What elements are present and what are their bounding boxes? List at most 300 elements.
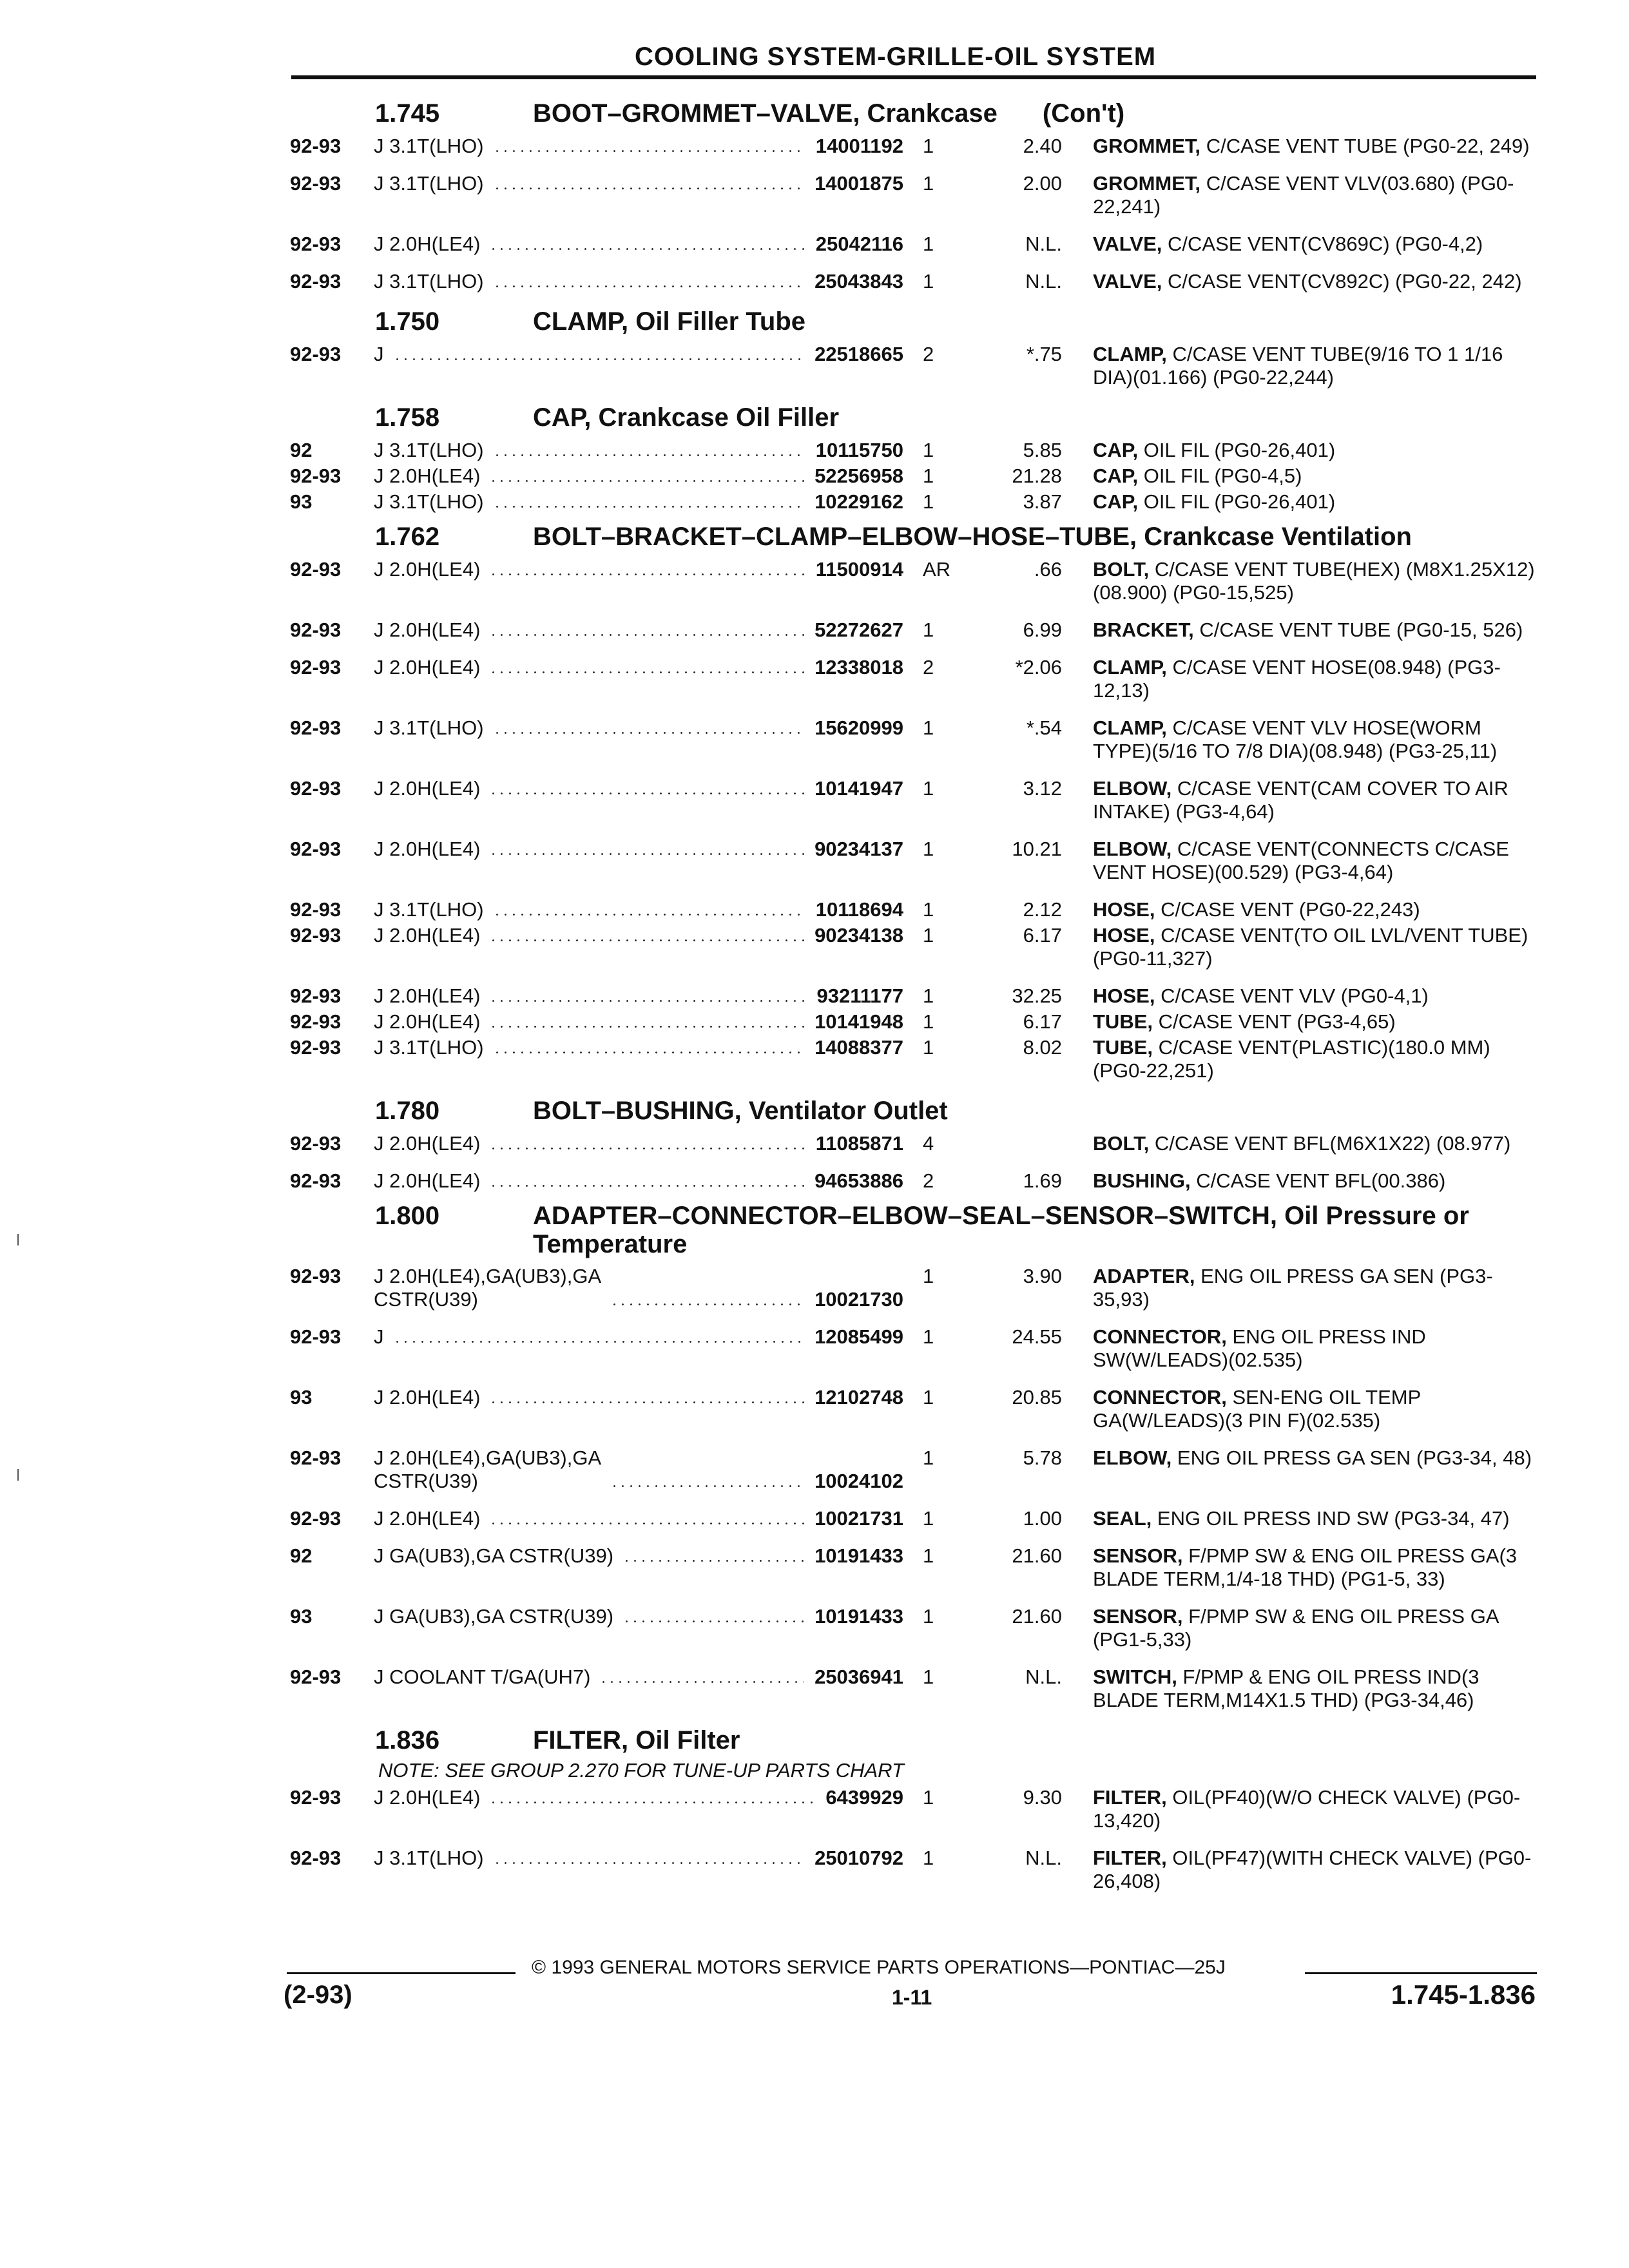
application-cell	[374, 233, 903, 256]
description-detail: ENG OIL PRESS GA SEN (PG3-34, 48)	[1177, 1446, 1532, 1469]
description	[1062, 985, 1537, 1008]
quantity: 1	[923, 777, 934, 800]
model-year: 93	[290, 1386, 313, 1408]
price: 32.25	[1012, 985, 1062, 1007]
part-row	[290, 1507, 1537, 1530]
price: 6.17	[1023, 1010, 1062, 1033]
quantity: 1	[923, 1605, 934, 1628]
description-name: SENSOR,	[1093, 1544, 1183, 1567]
description-name: FILTER,	[1093, 1786, 1167, 1809]
part-number: 10141947	[815, 777, 903, 800]
description-detail: OIL(PF40)(W/O CHECK VALVE) (PG0-13,420)	[1093, 1786, 1521, 1832]
part-row	[290, 985, 1537, 1008]
model-year: 92-93	[290, 1169, 342, 1192]
description-detail: C/CASE VENT(TO OIL LVL/VENT TUBE) (PG0-11,327)	[1093, 924, 1528, 970]
application: J GA(UB3),GA CSTR(U39)	[374, 1605, 614, 1628]
application: J 3.1T(LHO)	[374, 135, 484, 157]
description-detail: C/CASE VENT (PG0-22,243)	[1161, 898, 1420, 921]
section-header	[290, 1097, 1537, 1126]
section-title-text: CAP, Crankcase Oil Filler	[533, 403, 840, 432]
quantity: 1	[923, 1386, 934, 1408]
model-year: 92-93	[290, 898, 342, 921]
description-name: CLAMP,	[1093, 343, 1167, 365]
dot-leader	[489, 634, 804, 636]
description	[1062, 924, 1537, 970]
footer-rule-left	[287, 1972, 516, 1974]
model-year: 92	[290, 439, 313, 461]
application-cell	[374, 558, 903, 581]
price: 3.12	[1023, 777, 1062, 800]
application: J 3.1T(LHO)	[374, 439, 484, 461]
application: J 2.0H(LE4)	[374, 619, 481, 641]
part-number: 6439929	[825, 1786, 903, 1809]
dot-leader	[489, 853, 804, 855]
application-cell	[374, 898, 903, 921]
description-detail: C/CASE VENT TUBE (PG0-22, 249)	[1206, 135, 1530, 157]
price: N.L.	[1025, 233, 1062, 255]
application: J 2.0H(LE4)	[374, 558, 481, 581]
description-name: SENSOR,	[1093, 1605, 1183, 1628]
quantity: 1	[923, 898, 934, 921]
part-number: 25010792	[815, 1847, 903, 1869]
dot-leader	[489, 1000, 806, 1002]
description-name: TUBE,	[1093, 1010, 1153, 1033]
description-detail: F/PMP SW & ENG OIL PRESS GA(3 BLADE TERM,1/4-18 THD) (PG1-5, 33)	[1093, 1544, 1518, 1590]
description	[1062, 1544, 1537, 1591]
section-number: 1.800	[375, 1202, 440, 1230]
dot-leader	[610, 1303, 804, 1305]
part-number: 10021731	[815, 1507, 903, 1530]
model-year: 92-93	[290, 716, 342, 739]
title-rule	[291, 75, 1536, 79]
application-cell	[374, 465, 903, 488]
quantity: 1	[923, 1507, 934, 1530]
price: *.75	[1026, 343, 1062, 365]
price: 20.85	[1012, 1386, 1062, 1408]
description-detail: OIL(PF47)(WITH CHECK VALVE) (PG0-26,408)	[1093, 1847, 1532, 1892]
dot-leader	[489, 1148, 805, 1149]
quantity: 1	[923, 716, 934, 739]
description-name: ELBOW,	[1093, 1446, 1172, 1469]
dot-leader	[599, 1681, 804, 1683]
section-header	[290, 1726, 1537, 1755]
description	[1062, 1265, 1537, 1311]
price: 10.21	[1012, 838, 1062, 860]
description-detail: C/CASE VENT(CV892C) (PG0-22, 242)	[1168, 270, 1522, 293]
description-name: TUBE,	[1093, 1036, 1153, 1059]
description	[1062, 716, 1537, 763]
part-number: 14001192	[815, 135, 903, 157]
part-number: 11085871	[815, 1132, 903, 1155]
part-row	[290, 1265, 1537, 1311]
model-year: 93	[290, 1605, 313, 1628]
quantity: 1	[923, 1786, 934, 1809]
model-year: 92-93	[290, 924, 342, 947]
application-cell	[374, 1036, 903, 1059]
model-year: 92-93	[290, 777, 342, 800]
application-cell	[374, 1847, 903, 1870]
parts-catalog	[290, 90, 1537, 1907]
dot-leader	[493, 506, 805, 508]
application: J 3.1T(LHO)	[374, 270, 484, 293]
model-year: 92-93	[290, 135, 342, 157]
quantity: 2	[923, 343, 934, 365]
quantity: 1	[923, 1325, 934, 1348]
application-cell	[374, 1132, 903, 1155]
quantity: 4	[923, 1132, 934, 1155]
part-row	[290, 924, 1537, 970]
description	[1062, 439, 1537, 462]
description-name: FILTER,	[1093, 1847, 1167, 1869]
scan-artifact-mark	[17, 1469, 19, 1481]
model-year: 92-93	[290, 1786, 342, 1809]
price: 1.69	[1023, 1169, 1062, 1192]
section-title	[533, 1097, 1537, 1125]
application-cell	[374, 1544, 903, 1568]
price: 2.12	[1023, 898, 1062, 921]
dot-leader	[489, 939, 804, 941]
model-year: 92-93	[290, 1132, 342, 1155]
part-row	[290, 135, 1537, 158]
price: 24.55	[1012, 1325, 1062, 1348]
application: J 3.1T(LHO)	[374, 490, 484, 513]
description-name: HOSE,	[1093, 985, 1155, 1007]
application-cell	[374, 1507, 903, 1530]
application-cell	[374, 716, 903, 740]
part-row	[290, 1036, 1537, 1082]
quantity: 1	[923, 985, 934, 1007]
part-number: 22518665	[815, 343, 903, 365]
dot-leader	[489, 1401, 804, 1403]
part-number: 94653886	[815, 1169, 903, 1192]
quantity: AR	[923, 558, 951, 581]
section-header	[290, 1202, 1537, 1258]
application-cell	[374, 777, 903, 800]
price: 21.28	[1012, 465, 1062, 487]
description-name: BUSHING,	[1093, 1169, 1191, 1192]
description-name: GROMMET,	[1093, 172, 1201, 195]
application: J 2.0H(LE4)	[374, 465, 481, 487]
dot-leader	[489, 573, 805, 575]
application: J 2.0H(LE4)	[374, 838, 481, 860]
description	[1062, 172, 1537, 218]
section-number: 1.836	[375, 1726, 440, 1754]
part-number: 90234138	[815, 924, 903, 947]
quantity: 2	[923, 1169, 934, 1192]
dot-leader	[493, 732, 805, 734]
footer-date-code: (2-93)	[284, 1981, 352, 2009]
description	[1062, 558, 1537, 604]
description-name: ELBOW,	[1093, 777, 1172, 800]
part-row	[290, 1605, 1537, 1651]
application-cell	[374, 270, 903, 293]
application-cell	[374, 1786, 903, 1809]
application: J	[374, 1325, 384, 1348]
dot-leader	[393, 358, 805, 360]
part-number: 12102748	[815, 1386, 903, 1408]
model-year: 92-93	[290, 1265, 342, 1287]
part-number: 10024102	[815, 1470, 903, 1492]
description-detail: C/CASE VENT(CONNECTS C/CASE VENT HOSE)(00.529) (PG3-4,64)	[1093, 838, 1509, 883]
section-number: 1.780	[375, 1097, 440, 1125]
dot-leader	[393, 1341, 805, 1343]
description-name: CLAMP,	[1093, 656, 1167, 678]
description	[1062, 619, 1537, 642]
dot-leader	[622, 1560, 804, 1562]
part-row	[290, 1386, 1537, 1432]
model-year: 92-93	[290, 270, 342, 293]
price: 5.85	[1023, 439, 1062, 461]
footer-page-number: 1-11	[892, 1986, 932, 2009]
quantity: 1	[923, 1544, 934, 1567]
price: N.L.	[1025, 1666, 1062, 1688]
description-detail: C/CASE VENT TUBE(HEX) (M8X1.25X12)(08.900) (PG0-15,525)	[1093, 558, 1535, 604]
price: 9.30	[1023, 1786, 1062, 1809]
quantity: 1	[923, 1847, 934, 1869]
section-number: 1.750	[375, 307, 440, 336]
section-title	[533, 403, 1537, 432]
quantity: 1	[923, 270, 934, 293]
application: J 2.0H(LE4)	[374, 777, 481, 800]
description-name: SWITCH,	[1093, 1666, 1177, 1688]
part-row	[290, 233, 1537, 256]
description-name: CAP,	[1093, 439, 1139, 461]
application: J 2.0H(LE4)	[374, 1132, 481, 1155]
dot-leader	[489, 1523, 804, 1524]
part-row	[290, 558, 1537, 604]
model-year: 92-93	[290, 838, 342, 860]
price: 1.00	[1023, 1507, 1062, 1530]
price: *.54	[1026, 716, 1062, 739]
section-title-text: CLAMP, Oil Filler Tube	[533, 307, 806, 336]
part-number: 10229162	[815, 490, 903, 513]
part-row	[290, 1446, 1537, 1493]
application: J 2.0H(LE4)	[374, 233, 481, 255]
part-row	[290, 1544, 1537, 1591]
model-year: 92-93	[290, 172, 342, 195]
model-year: 92-93	[290, 1036, 342, 1059]
part-row	[290, 1786, 1537, 1832]
quantity: 1	[923, 135, 934, 157]
section-title-text: FILTER, Oil Filter	[533, 1726, 740, 1754]
quantity: 1	[923, 1010, 934, 1033]
model-year: 92	[290, 1544, 313, 1567]
section-title-text: ADAPTER–CONNECTOR–ELBOW–SEAL–SENSOR–SWITCH, Oil Pressure or Temperature	[533, 1202, 1469, 1258]
part-number: 10118694	[815, 898, 903, 921]
model-year: 92-93	[290, 1666, 342, 1688]
section-header	[290, 403, 1537, 432]
part-number: 93211177	[816, 985, 903, 1007]
part-row	[290, 1847, 1537, 1893]
part-row	[290, 1325, 1537, 1372]
description-detail: C/CASE VENT VLV HOSE(WORM TYPE)(5/16 TO 7/8 DIA)(08.948) (PG3-25,11)	[1093, 716, 1498, 762]
description-detail: OIL FIL (PG0-26,401)	[1143, 439, 1336, 461]
description	[1062, 1169, 1537, 1193]
part-number: 10021730	[815, 1288, 903, 1311]
dot-leader	[493, 914, 805, 916]
application-cell	[374, 1605, 903, 1628]
description	[1062, 135, 1537, 158]
part-row	[290, 838, 1537, 884]
dot-leader	[493, 1052, 805, 1053]
description-detail: C/CASE VENT(CAM COVER TO AIR INTAKE) (PG3-4,64)	[1093, 777, 1509, 823]
part-number: 52272627	[815, 619, 903, 641]
price: 6.99	[1023, 619, 1062, 641]
quantity: 1	[923, 1446, 934, 1469]
description-detail: C/CASE VENT HOSE(08.948) (PG3-12,13)	[1093, 656, 1501, 702]
model-year: 92-93	[290, 656, 342, 678]
description	[1062, 465, 1537, 488]
quantity: 1	[923, 1036, 934, 1059]
part-number: 25043843	[815, 270, 903, 293]
application-cell	[374, 343, 903, 366]
model-year: 92-93	[290, 343, 342, 365]
application: J GA(UB3),GA CSTR(U39)	[374, 1544, 614, 1567]
description-detail: C/CASE VENT(PLASTIC)(180.0 MM) (PG0-22,251)	[1093, 1036, 1490, 1082]
part-row	[290, 898, 1537, 921]
model-year: 92-93	[290, 985, 342, 1007]
description-detail: ENG OIL PRESS IND SW(W/LEADS)(02.535)	[1093, 1325, 1426, 1371]
section-header	[290, 523, 1537, 552]
application: J 2.0H(LE4),GA(UB3),GA CSTR(U39)	[374, 1446, 602, 1492]
description	[1062, 1036, 1537, 1082]
part-row	[290, 465, 1537, 488]
price: 6.17	[1023, 924, 1062, 947]
description	[1062, 898, 1537, 921]
quantity: 1	[923, 619, 934, 641]
part-number: 14001875	[815, 172, 903, 195]
application-cell	[374, 619, 903, 642]
application: J 2.0H(LE4)	[374, 985, 481, 1007]
part-number: 10191433	[815, 1605, 903, 1628]
application-cell	[374, 439, 903, 462]
application: J 2.0H(LE4)	[374, 1386, 481, 1408]
dot-leader	[493, 285, 805, 287]
description-name: BRACKET,	[1093, 619, 1194, 641]
application: J 2.0H(LE4)	[374, 1169, 481, 1192]
price: .66	[1034, 558, 1062, 581]
price: 5.78	[1023, 1446, 1062, 1469]
description	[1062, 1386, 1537, 1432]
part-row	[290, 1132, 1537, 1155]
part-number: 10115750	[815, 439, 903, 461]
description-name: ELBOW,	[1093, 838, 1172, 860]
dot-leader	[622, 1620, 804, 1622]
application-cell	[374, 985, 903, 1008]
application: J COOLANT T/GA(UH7)	[374, 1666, 591, 1688]
application: J 2.0H(LE4)	[374, 924, 481, 947]
description-detail: C/CASE VENT(CV869C) (PG0-4,2)	[1168, 233, 1483, 255]
quantity: 1	[923, 1265, 934, 1287]
description-detail: C/CASE VENT (PG3-4,65)	[1158, 1010, 1396, 1033]
quantity: 1	[923, 465, 934, 487]
dot-leader	[493, 150, 805, 152]
application: J	[374, 343, 384, 365]
part-row	[290, 1169, 1537, 1193]
application-cell	[374, 172, 903, 195]
description-name: VALVE,	[1093, 233, 1162, 255]
section-title	[533, 523, 1537, 551]
description-name: SEAL,	[1093, 1507, 1152, 1530]
quantity: 1	[923, 924, 934, 947]
description-name: GROMMET,	[1093, 135, 1201, 157]
application: J 2.0H(LE4)	[374, 1010, 481, 1033]
dot-leader	[489, 1026, 804, 1028]
model-year: 92-93	[290, 1010, 342, 1033]
price: N.L.	[1025, 270, 1062, 293]
quantity: 1	[923, 439, 934, 461]
part-row	[290, 172, 1537, 218]
part-row	[290, 343, 1537, 389]
description-name: CONNECTOR,	[1093, 1325, 1227, 1348]
dot-leader	[489, 1185, 804, 1187]
application-cell	[374, 1666, 903, 1689]
section-note: NOTE: SEE GROUP 2.270 FOR TUNE-UP PARTS CHART	[378, 1759, 904, 1782]
part-row	[290, 439, 1537, 462]
quantity: 2	[923, 656, 934, 678]
application: J 3.1T(LHO)	[374, 716, 484, 739]
description-detail: C/CASE VENT TUBE (PG0-15, 526)	[1199, 619, 1523, 641]
description	[1062, 777, 1537, 823]
description-name: ADAPTER,	[1093, 1265, 1195, 1287]
part-row	[290, 777, 1537, 823]
description	[1062, 1010, 1537, 1033]
model-year: 92-93	[290, 1446, 342, 1469]
part-row	[290, 1010, 1537, 1033]
description-name: CAP,	[1093, 490, 1139, 513]
description-name: CAP,	[1093, 465, 1139, 487]
price: 3.90	[1023, 1265, 1062, 1287]
part-number: 11500914	[815, 558, 903, 581]
dot-leader	[493, 187, 805, 189]
description-detail: ENG OIL PRESS GA SEN (PG3-35,93)	[1093, 1265, 1493, 1311]
section-title-text: BOLT–BUSHING, Ventilator Outlet	[533, 1097, 948, 1125]
part-number: 52256958	[815, 465, 903, 487]
model-year: 92-93	[290, 619, 342, 641]
application-cell	[374, 1010, 903, 1033]
part-number: 12085499	[815, 1325, 903, 1348]
section-number: 1.745	[375, 99, 440, 128]
application-cell	[374, 1265, 903, 1311]
price: 2.00	[1023, 172, 1062, 195]
description-name: VALVE,	[1093, 270, 1162, 293]
section-header	[290, 99, 1537, 128]
dot-leader	[489, 793, 804, 794]
application-cell	[374, 1446, 903, 1493]
price: 8.02	[1023, 1036, 1062, 1059]
part-row	[290, 619, 1537, 642]
section-title	[533, 307, 1537, 336]
application-cell	[374, 656, 903, 679]
description-detail: C/CASE VENT VLV(03.680) (PG0-22,241)	[1093, 172, 1514, 218]
footer-rule-right	[1305, 1972, 1537, 1974]
description	[1062, 1507, 1537, 1530]
application-cell	[374, 838, 903, 861]
dot-leader	[493, 454, 805, 456]
description-detail: OIL FIL (PG0-4,5)	[1143, 465, 1302, 487]
copyright-line: © 1993 GENERAL MOTORS SERVICE PARTS OPERATIONS—PONTIAC—25J	[532, 1957, 1226, 1978]
description-detail: ENG OIL PRESS IND SW (PG3-34, 47)	[1157, 1507, 1510, 1530]
price: 3.87	[1023, 490, 1062, 513]
footer-group-range: 1.745-1.836	[1391, 1979, 1536, 2010]
quantity: 1	[923, 838, 934, 860]
application: J 2.0H(LE4),GA(UB3),GA CSTR(U39)	[374, 1265, 602, 1311]
quantity: 1	[923, 1666, 934, 1688]
description-name: CLAMP,	[1093, 716, 1167, 739]
quantity: 1	[923, 490, 934, 513]
page-title: COOLING SYSTEM-GRILLE-OIL SYSTEM	[635, 43, 1157, 71]
dot-leader	[610, 1485, 804, 1487]
